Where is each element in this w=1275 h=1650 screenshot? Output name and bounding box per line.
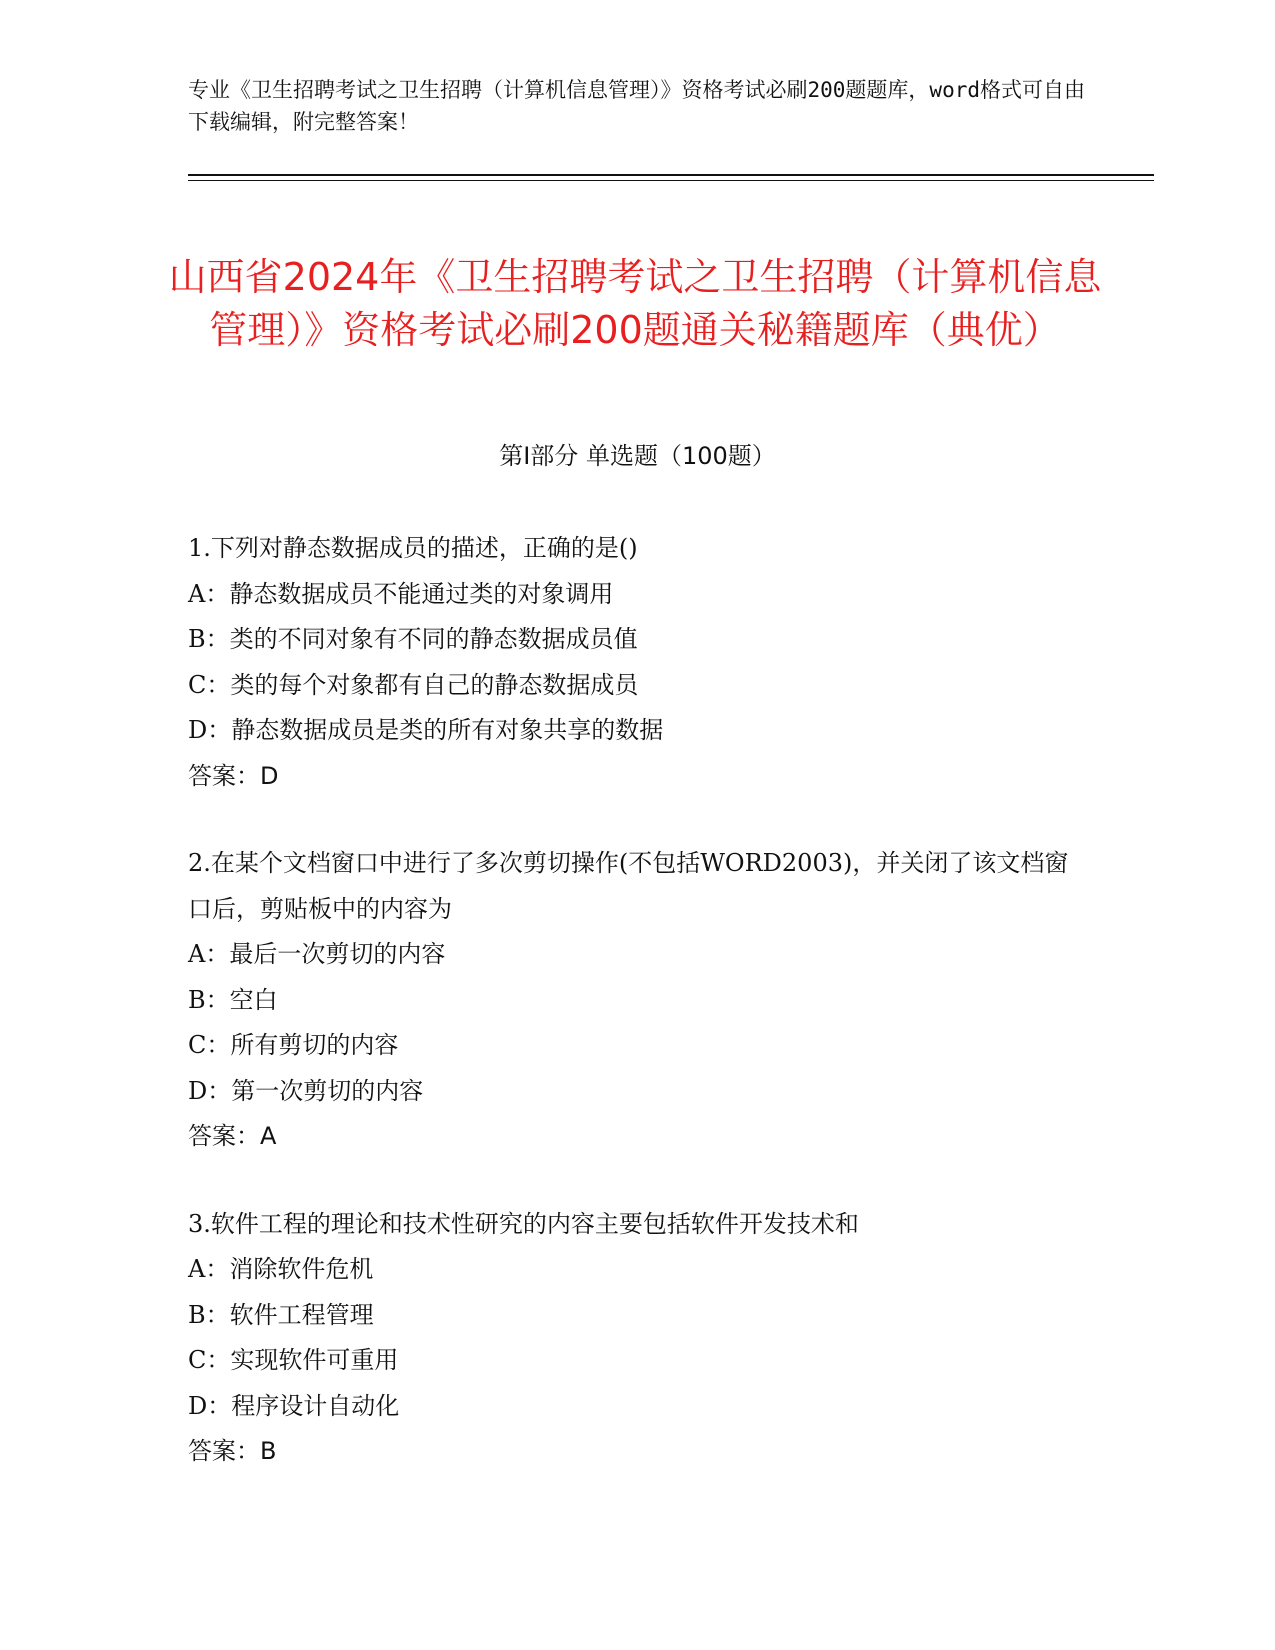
header-divider-thick [188,174,1154,176]
document-title: 山西省2024年《卫生招聘考试之卫生招聘（计算机信息管理）》资格考试必刷200题通关秘籍题库（典优） [168,255,1102,353]
answer-line: 答案：D [188,761,279,790]
option-b: B：类的不同对象有不同的静态数据成员值 [188,625,638,653]
question-list [188,526,1078,1517]
option-a: A：消除软件危机 [188,1255,374,1283]
answer-line: 答案：A [188,1122,277,1150]
option-c: C：类的每个对象都有自己的静态数据成员 [188,670,639,699]
question-2 [188,841,1078,1160]
option-a: A：最后一次剪切的内容 [188,940,446,968]
question-1 [188,526,1078,799]
question-stem: 3.软件工程的理论和技术性研究的内容主要包括软件开发技术和 [188,1209,859,1238]
option-b: B：软件工程管理 [188,1300,374,1329]
option-d: D：第一次剪切的内容 [188,1076,424,1105]
option-a: A：静态数据成员不能通过类的对象调用 [188,579,614,608]
header-note: 专业《卫生招聘考试之卫生招聘（计算机信息管理）》资格考试必刷200题题库，word格式可自由下载编辑，附完整答案！ [188,78,1085,134]
answer-line: 答案：B [188,1437,277,1465]
question-stem: 2.在某个文档窗口中进行了多次剪切操作(不包括WORD2003)，并关闭了该文档窗口后，剪贴板中的内容为 [188,849,1069,923]
option-c: C：所有剪切的内容 [188,1031,399,1059]
option-d: D：程序设计自动化 [188,1391,400,1420]
option-d: D：静态数据成员是类的所有对象共享的数据 [188,716,664,744]
section-heading: 第Ⅰ部分 单选题（100题） [499,442,776,470]
question-3 [188,1202,1078,1475]
option-c: C：实现软件可重用 [188,1346,399,1374]
question-stem: 1.下列对静态数据成员的描述，正确的是() [188,534,638,562]
option-b: B：空白 [188,985,278,1014]
header-divider-thin [188,180,1154,181]
